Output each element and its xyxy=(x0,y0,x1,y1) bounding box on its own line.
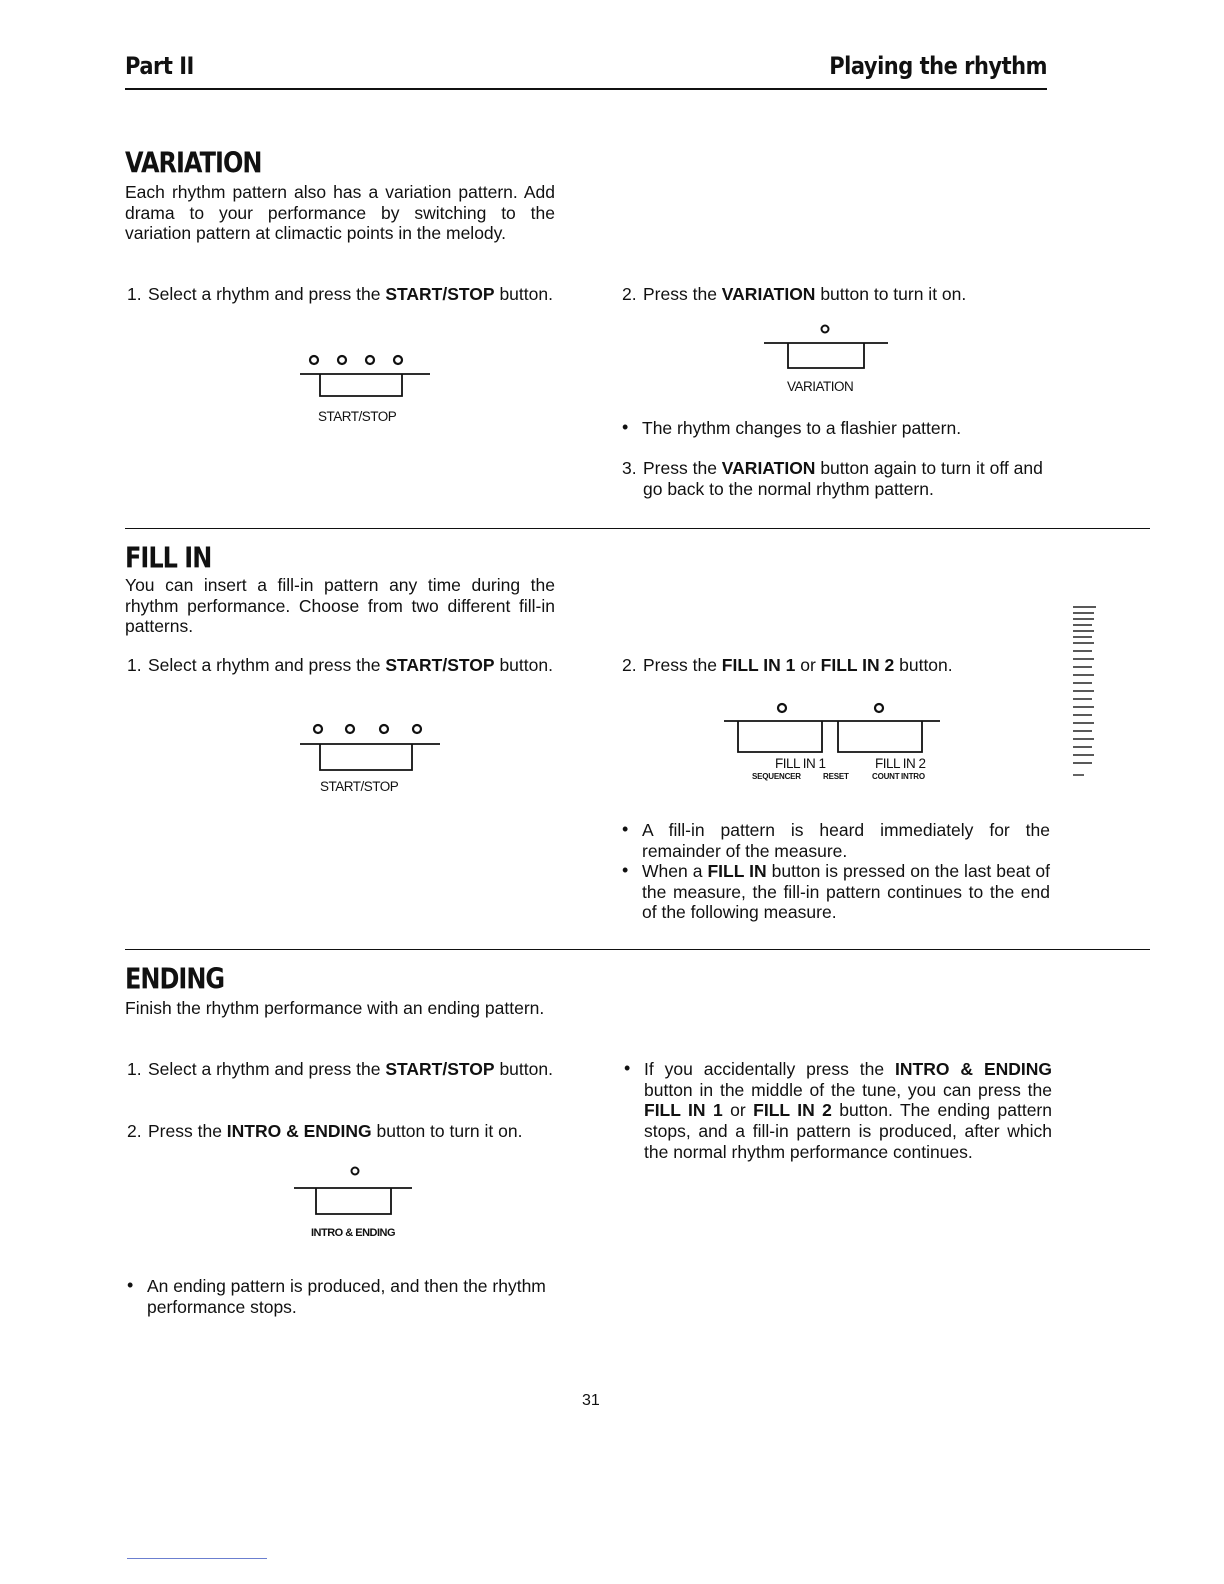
variation-step-2: 2. Press the VARIATION button to turn it on. xyxy=(622,284,967,304)
variation-bullet-1: • The rhythm changes to a flashier pattern. xyxy=(622,417,962,438)
variation-label: VARIATION xyxy=(787,379,854,394)
scan-artifact-lines xyxy=(1070,605,1100,780)
page-number: 31 xyxy=(582,1392,600,1409)
fill-in-bullet-2: • When a FILL IN button is pressed on the last beat of the measure, the fill-in pattern continues to the end of the following measure. xyxy=(622,860,1050,923)
fill-in-1-label: FILL IN 1 xyxy=(775,756,826,771)
ending-bullet-1: • An ending pattern is produced, and then the rhythm performance stops. xyxy=(127,1275,546,1317)
header-rule xyxy=(125,88,1047,90)
ending-step-2: 2. Press the INTRO & ENDING button to turn it on. xyxy=(127,1121,523,1141)
start-stop-label: START/STOP xyxy=(318,409,397,424)
fill-in-step-2: 2. Press the FILL IN 1 or FILL IN 2 button. xyxy=(622,655,953,675)
header-title: Playing the rhythm xyxy=(829,52,1047,80)
ending-step-1: 1. Select a rhythm and press the START/STOP button. xyxy=(127,1059,553,1079)
intro-ending-label: INTRO & ENDING xyxy=(311,1227,396,1239)
count-label: COUNT xyxy=(872,772,900,781)
variation-step-3: 3. Press the VARIATION button again to turn it off and go back to the normal rhythm pattern. xyxy=(622,458,1043,499)
variation-intro: Each rhythm pattern also has a variation pattern. Add drama to your performance by switching to the variation pattern at climactic points in the melody. xyxy=(125,182,555,244)
section-divider-2 xyxy=(125,949,1150,950)
footer-line xyxy=(127,1558,267,1559)
ending-intro: Finish the rhythm performance with an ending pattern. xyxy=(125,998,545,1018)
section-divider-1 xyxy=(125,528,1150,529)
intro-ending-button-diagram xyxy=(294,1163,424,1223)
fill-in-intro: You can insert a fill-in pattern any time during the rhythm performance. Choose from two different fill-in patterns. xyxy=(125,575,555,637)
section-title-ending: ENDING xyxy=(125,962,225,996)
sequencer-label: SEQUENCER xyxy=(752,772,801,781)
variation-step-1: 1. Select a rhythm and press the START/STOP button. xyxy=(127,284,553,304)
fill-in-2-label: FILL IN 2 xyxy=(875,756,926,771)
intro-label: INTRO xyxy=(901,772,925,781)
section-title-fill-in: FILL IN xyxy=(125,541,212,575)
section-title-variation: VARIATION xyxy=(125,146,262,180)
fill-in-bullet-1: • A fill-in pattern is heard immediately for the remainder of the measure. xyxy=(622,819,1050,861)
start-stop-label-2: START/STOP xyxy=(320,779,399,794)
step-number: 1. xyxy=(127,284,142,304)
variation-button-diagram xyxy=(764,322,894,382)
ending-bullet-right: • If you accidentally press the INTRO & ENDING button in the middle of the tune, you can press the FILL IN 1 or FILL IN 2 button. The ending pattern stops, and a fill-in pattern is produced, after which the normal rhythm performance continues. xyxy=(624,1058,1052,1162)
reset-label: RESET xyxy=(823,772,849,781)
header-part: Part II xyxy=(125,52,194,80)
fill-in-step-1: 1. Select a rhythm and press the START/STOP button. xyxy=(127,655,553,675)
